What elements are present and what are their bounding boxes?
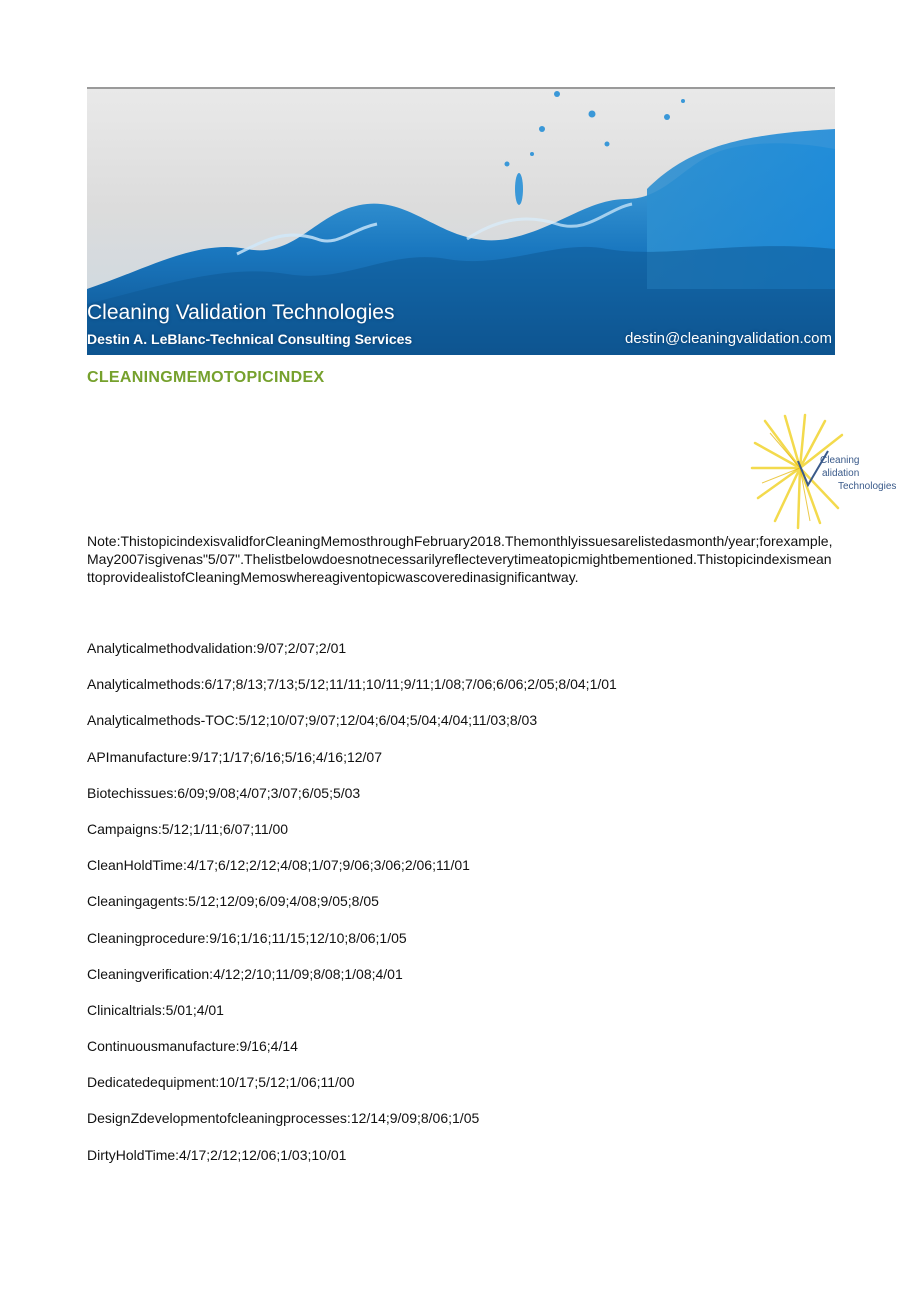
- page-title: CLEANINGMEMOTOPICINDEX: [87, 369, 325, 386]
- list-item: Analyticalmethods:6/17;8/13;7/13;5/12;11/11;10/11;9/11;1/08;7/06;6/06;2/05;8/04;1/01: [87, 676, 617, 693]
- list-item: Cleaningagents:5/12;12/09;6/09;4/08;9/05;8/05: [87, 893, 379, 910]
- list-item: DesignZdevelopmentofcleaningprocesses:12/14;9/09;8/06;1/05: [87, 1110, 480, 1127]
- topic-index-list: [87, 639, 617, 1182]
- list-item: CleanHoldTime:4/17;6/12;2/12;4/08;1/07;9/06;3/06;2/06;11/01: [87, 857, 470, 874]
- banner-email[interactable]: destin@cleaningvalidation.com: [624, 330, 832, 347]
- list-item: Cleaningprocedure:9/16;1/16;11/15;12/10;8/06;1/05: [87, 929, 407, 946]
- list-item: Biotechissues:6/09;9/08;4/07;3/07;6/05;5/03: [87, 784, 361, 801]
- logo-text-cleaning: Cleaning: [820, 455, 860, 466]
- banner-subtitle: Destin A. LeBlanc-Technical Consulting Services: [87, 331, 413, 347]
- list-item: Continuousmanufacture:9/16;4/14: [87, 1038, 298, 1055]
- banner-title: Cleaning Validation Technologies: [87, 301, 395, 324]
- header-banner: [87, 87, 835, 355]
- company-logo: [750, 413, 895, 533]
- list-item: Campaigns:5/12;1/11;6/07;11/00: [87, 820, 289, 837]
- index-note: Note:ThistopicindexisvalidforCleaningMemosthroughFebruary2018.Themonthlyissuesarelistedasmonth/year;forexample,May2007isgivenas"5/07".Thelistbelowdoesnotnecessarilyreflecteverytimeatopicmightbementioned.ThistopicindexismeanttoprovidealistofCleaningMemoswhereagiventopicwascoveredinasignificantway.: [87, 533, 833, 585]
- list-item: Clinicaltrials:5/01;4/01: [87, 1001, 224, 1018]
- list-item: Dedicatedequipment:10/17;5/12;1/06;11/00: [87, 1074, 355, 1091]
- logo-text-technologies: Technologies: [838, 481, 897, 492]
- logo-text-validation: alidation: [822, 468, 860, 479]
- list-item: DirtyHoldTime:4/17;2/12;12/06;1/03;10/01: [87, 1146, 347, 1163]
- list-item: Analyticalmethods-TOC:5/12;10/07;9/07;12/04;6/04;5/04;4/04;11/03;8/03: [87, 712, 538, 729]
- list-item: Analyticalmethodvalidation:9/07;2/07;2/01: [87, 640, 347, 656]
- list-item: APImanufacture:9/17;1/17;6/16;5/16;4/16;12/07: [87, 748, 382, 765]
- list-item: Cleaningverification:4/12;2/10;11/09;8/08;1/08;4/01: [87, 965, 403, 982]
